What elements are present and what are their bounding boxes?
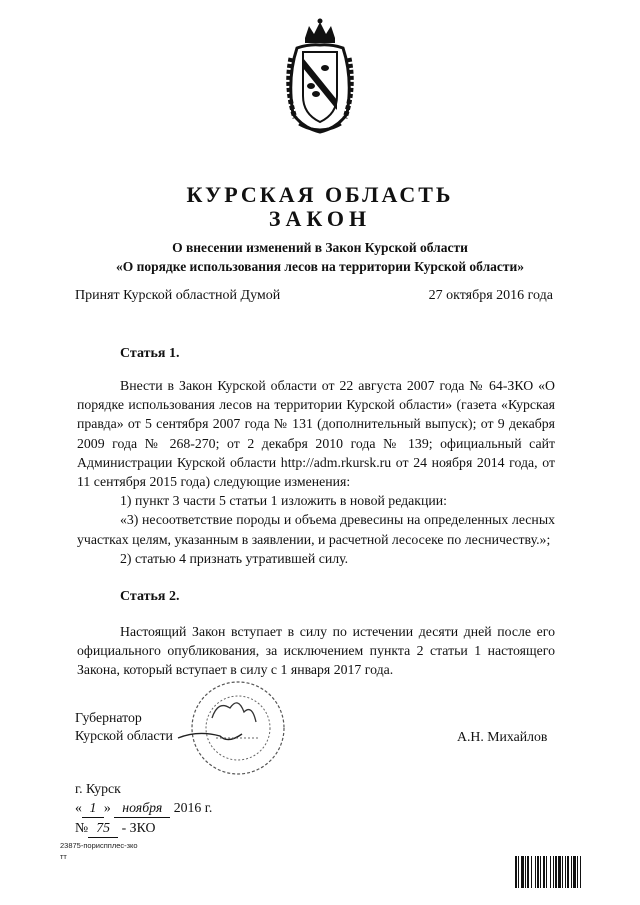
city-line: г. Курск <box>75 781 121 796</box>
date-quote-close: » <box>103 800 111 815</box>
adoption-date: 27 октября 2016 года <box>428 288 553 303</box>
barcode-bar <box>546 856 547 888</box>
document-subtitle <box>0 238 640 276</box>
article-2-text: Настоящий Закон вступает в силу по истечении десяти дней после его официального опубликования, за исключением пункта 2 статьи 1 настоящего Закона, который вступает в силу с 1 января 2017 года. <box>77 624 555 678</box>
law-number: 75 <box>88 818 118 838</box>
kursk-coat-of-arms-emblem <box>283 18 357 136</box>
barcode-bar <box>565 856 566 888</box>
signatory-position <box>75 709 173 745</box>
barcode-bar <box>518 856 519 888</box>
place-date-number-block <box>75 779 212 838</box>
article-1-item-1: 1) пункт 3 части 5 статьи 1 изложить в новой редакции: <box>120 493 447 509</box>
adopted-by-text: Принят Курской областной Думой <box>75 288 281 303</box>
subtitle-line-2: «О порядке использования лесов на территории Курской области» <box>115 259 525 274</box>
barcode-bar <box>540 856 541 888</box>
barcode-bar <box>515 856 517 888</box>
barcode-bar <box>525 856 526 888</box>
date-quote-open: « <box>75 800 82 815</box>
official-seal-stamp <box>168 678 298 778</box>
document-barcode <box>515 856 617 888</box>
signing-month: ноября <box>114 798 170 818</box>
barcode-bar <box>555 856 557 888</box>
barcode-bar <box>567 856 569 888</box>
signing-year: 2016 г. <box>173 800 213 815</box>
article-1-item-2: 2) статью 4 признать утратившей силу. <box>120 550 349 566</box>
barcode-bar <box>537 856 539 888</box>
barcode-bar <box>535 856 536 888</box>
signatory-position-line-1: Губернатор <box>75 710 142 725</box>
barcode-bar <box>562 856 563 888</box>
article-1-body <box>77 376 555 568</box>
signing-date-line <box>75 798 212 818</box>
article-2-heading: Статья 2. <box>120 589 180 604</box>
barcode-bar <box>571 856 572 888</box>
barcode-bar <box>580 856 581 888</box>
article-1-intro: Внести в Закон Курской области от 22 августа 2007 года № 64-ЗКО «О порядке использования лесов на территории Курской области» (газета «Курская правда» от 5 сентября 2007 года № 131 (дополнительный выпуск); от 9 декабря 2009 года № 268-270; от 2 декабря 2010 года № 139; официальный сайт Администрации Курской области http://adm.rkursk.ru от 24 ноября 2014 года, от 11 сентября 2015 года) следующие изменения: <box>77 378 555 490</box>
law-number-prefix: № <box>75 820 89 835</box>
barcode-bar <box>527 856 529 888</box>
footer-code-text: 23875-пориспплес-зко <box>60 841 138 850</box>
barcode-bar <box>577 856 578 888</box>
barcode-bar <box>543 856 545 888</box>
article-1-item-1-quote: «3) несоответствие породы и объема древесины на определенных лесных участках целям, указанным в заявлении, и расчетной лесосеке по лесничеству.»; <box>77 512 555 547</box>
document-region-title: КУРСКАЯ ОБЛАСТЬ <box>186 182 454 207</box>
document-type-title: ЗАКОН <box>268 206 372 231</box>
signatory-name: А.Н. Михайлов <box>457 729 548 744</box>
signing-day: 1 <box>82 798 104 818</box>
barcode-bar <box>550 856 551 888</box>
footer-initials: тт <box>60 852 67 861</box>
subtitle-line-1: О внесении изменений в Закон Курской области <box>172 240 468 255</box>
barcode-bar <box>553 856 554 888</box>
footer-registry-code <box>60 840 138 862</box>
article-2-body <box>77 622 555 680</box>
barcode-bar <box>521 856 524 888</box>
barcode-bar <box>573 856 576 888</box>
article-1-heading: Статья 1. <box>120 346 180 361</box>
law-number-suffix: - ЗКО <box>121 820 156 835</box>
signatory-position-line-2: Курской области <box>75 728 173 743</box>
barcode-bar <box>531 856 532 888</box>
barcode-bar <box>558 856 561 888</box>
law-number-line <box>75 818 212 838</box>
